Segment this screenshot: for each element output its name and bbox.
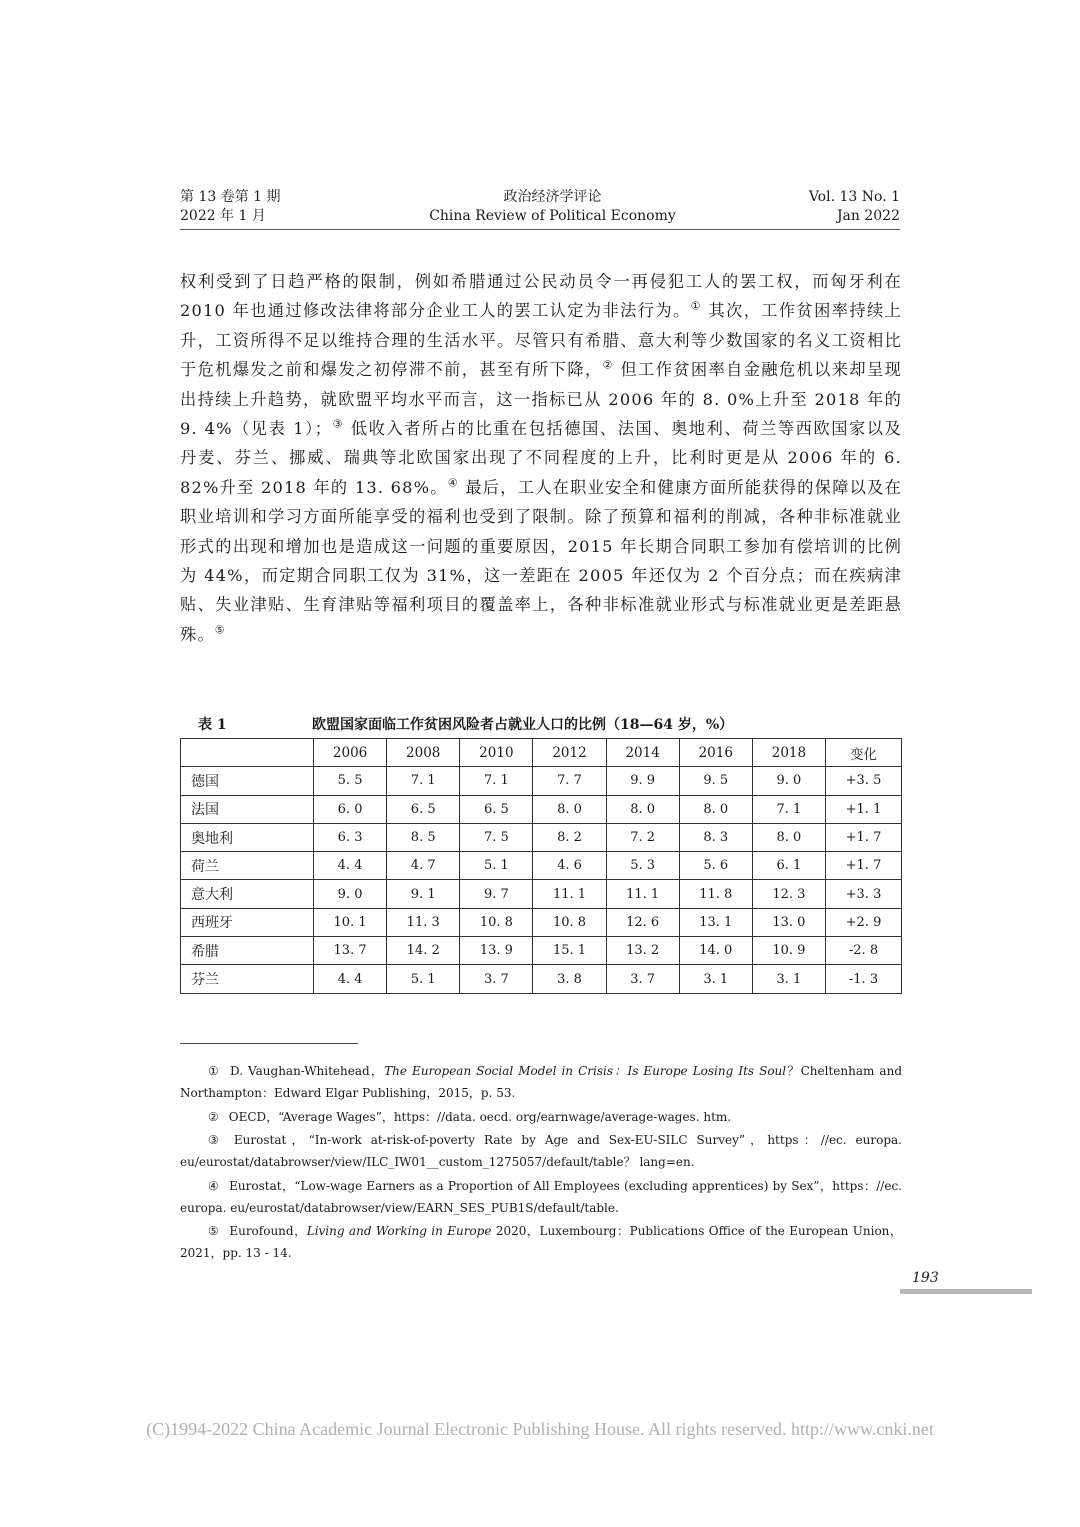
footnote-ref[interactable]: ② bbox=[602, 358, 614, 372]
country-cell: 芬兰 bbox=[181, 965, 314, 993]
value-cell: 3. 7 bbox=[460, 965, 533, 993]
value-cell: 6. 0 bbox=[314, 795, 387, 823]
volume-issue: 第 13 卷第 1 期 bbox=[180, 189, 281, 205]
value-cell: 5. 3 bbox=[606, 852, 679, 880]
footnotes bbox=[180, 1060, 902, 1266]
value-cell: 10. 8 bbox=[460, 908, 533, 936]
value-cell: +3. 5 bbox=[825, 767, 901, 795]
footnote-text: D. Vaughan-Whitehead， bbox=[230, 1064, 385, 1078]
value-cell: 4. 4 bbox=[314, 965, 387, 993]
issue-date: 2022 年 1 月 bbox=[180, 208, 266, 224]
footnote-mark: ⑤ bbox=[208, 1224, 220, 1238]
value-cell: 8. 0 bbox=[752, 823, 825, 851]
value-cell: 4. 4 bbox=[314, 852, 387, 880]
journal-name-en: China Review of Political Economy bbox=[429, 208, 676, 224]
footnote-rule bbox=[180, 1043, 358, 1044]
table-column-header: 2010 bbox=[460, 739, 533, 767]
value-cell: 9. 9 bbox=[606, 767, 679, 795]
data-table bbox=[180, 738, 902, 994]
page-number-bar bbox=[900, 1289, 1032, 1294]
value-cell: 8. 5 bbox=[387, 823, 460, 851]
value-cell: 3. 7 bbox=[606, 965, 679, 993]
table-row bbox=[181, 880, 902, 908]
value-cell: +2. 9 bbox=[825, 908, 901, 936]
footnote-text: 2020，Luxembourg：Publications Office of the European Union，2021，pp. 13 - 14. bbox=[180, 1224, 902, 1260]
value-cell: 12. 3 bbox=[752, 880, 825, 908]
footnote bbox=[180, 1060, 902, 1104]
value-cell: 11. 1 bbox=[533, 880, 606, 908]
country-cell: 德国 bbox=[181, 767, 314, 795]
table-row bbox=[181, 795, 902, 823]
value-cell: 13. 2 bbox=[606, 937, 679, 965]
text-run: 低收入者所占的比重在包括德国、法国、奥地利、荷兰等西欧国家以及丹麦、芬兰、挪威、瑞典等北欧国家出现了不同程度的上升，比利时更是从 2006 年的 6. 82%升至 2018 年的 13. 68%。 bbox=[180, 419, 903, 497]
header-rule bbox=[180, 229, 900, 230]
value-cell: 11. 8 bbox=[679, 880, 752, 908]
value-cell: 11. 3 bbox=[387, 908, 460, 936]
value-cell: 9. 0 bbox=[752, 767, 825, 795]
country-cell: 荷兰 bbox=[181, 852, 314, 880]
table-column-header: 变化 bbox=[825, 739, 901, 767]
table-row bbox=[181, 965, 902, 993]
value-cell: 12. 6 bbox=[606, 908, 679, 936]
footnote-mark: ③ bbox=[208, 1133, 224, 1147]
issue-date-en: Jan 2022 bbox=[836, 208, 900, 224]
value-cell: 13. 9 bbox=[460, 937, 533, 965]
value-cell: 10. 8 bbox=[533, 908, 606, 936]
journal-name-cn: 政治经济学评论 bbox=[503, 189, 602, 205]
table-row bbox=[181, 937, 902, 965]
footnote-mark: ④ bbox=[208, 1178, 220, 1193]
country-cell: 奥地利 bbox=[181, 823, 314, 851]
value-cell: 3. 1 bbox=[679, 965, 752, 993]
table-corner-cell bbox=[181, 739, 314, 767]
value-cell: 11. 1 bbox=[606, 880, 679, 908]
value-cell: 7. 1 bbox=[387, 767, 460, 795]
value-cell: 10. 9 bbox=[752, 937, 825, 965]
value-cell: 4. 7 bbox=[387, 852, 460, 880]
volume-number-en: Vol. 13 No. 1 bbox=[808, 189, 900, 205]
table-body bbox=[181, 767, 902, 993]
footnote bbox=[180, 1175, 902, 1219]
value-cell: 6. 5 bbox=[460, 795, 533, 823]
footnote-text: Eurostat，“In-work at-risk-of-poverty Rate by Age and Sex-EU-SILC Survey”，https：//ec. europa. eu/eurostat/databrowser/view/ILC_IW01__custom_1275057/default/table？ lang=en. bbox=[180, 1133, 902, 1169]
country-cell: 西班牙 bbox=[181, 908, 314, 936]
value-cell: 8. 3 bbox=[679, 823, 752, 851]
table-column-header: 2012 bbox=[533, 739, 606, 767]
value-cell: 8. 2 bbox=[533, 823, 606, 851]
footnote-text: ？Cheltenham and Northampton：Edward Elgar Publishing，2015，p. 53. bbox=[180, 1064, 902, 1100]
footnote-mark: ② bbox=[208, 1109, 219, 1124]
text-run: 但工作贫困率自金融危机以来却呈现出持续上升趋势，就欧盟平均水平而言，这一指标已从 2006 年的 8. 0%上升至 2018 年的 9. 4%（见表 1）； bbox=[180, 360, 903, 439]
table-row bbox=[181, 823, 902, 851]
running-header-left bbox=[180, 188, 281, 226]
footnote bbox=[180, 1106, 902, 1128]
value-cell: 14. 0 bbox=[679, 937, 752, 965]
value-cell: +3. 3 bbox=[825, 880, 901, 908]
value-cell: 6. 3 bbox=[314, 823, 387, 851]
value-cell: 6. 1 bbox=[752, 852, 825, 880]
value-cell: 6. 5 bbox=[387, 795, 460, 823]
value-cell: 10. 1 bbox=[314, 908, 387, 936]
text-run: 权利受到了日趋严格的限制，例如希腊通过公民动员令一再侵犯工人的罢工权，而匈牙利在 2010 年也通过修改法律将部分企业工人的罢工认定为非法行为。 bbox=[180, 272, 902, 321]
footnote-title: Living and Working in Europe bbox=[306, 1224, 492, 1238]
footnote-text: OECD，“Average Wages”，https：//data. oecd. org/earnwage/average-wages. htm. bbox=[228, 1109, 732, 1124]
value-cell: 13. 1 bbox=[679, 908, 752, 936]
value-cell: 7. 7 bbox=[533, 767, 606, 795]
table-column-header: 2008 bbox=[387, 739, 460, 767]
value-cell: -2. 8 bbox=[825, 937, 901, 965]
value-cell: 7. 5 bbox=[460, 823, 533, 851]
page-number: 193 bbox=[912, 1270, 939, 1286]
country-cell: 法国 bbox=[181, 795, 314, 823]
table-header-row bbox=[181, 739, 902, 767]
running-header-center bbox=[400, 188, 705, 226]
table-column-header: 2006 bbox=[314, 739, 387, 767]
value-cell: 9. 5 bbox=[679, 767, 752, 795]
value-cell: 7. 1 bbox=[752, 795, 825, 823]
value-cell: 3. 1 bbox=[752, 965, 825, 993]
body-paragraph bbox=[180, 267, 902, 649]
value-cell: 4. 6 bbox=[533, 852, 606, 880]
value-cell: 14. 2 bbox=[387, 937, 460, 965]
value-cell: 8. 0 bbox=[606, 795, 679, 823]
table-column-header: 2014 bbox=[606, 739, 679, 767]
value-cell: 8. 0 bbox=[533, 795, 606, 823]
table-row bbox=[181, 908, 902, 936]
table-title: 欧盟国家面临工作贫困风险者占就业人口的比例（18—64 岁，%） bbox=[312, 717, 734, 733]
table-column-header: 2018 bbox=[752, 739, 825, 767]
value-cell: 13. 7 bbox=[314, 937, 387, 965]
copyright-notice: (C)1994-2022 China Academic Journal Electronic Publishing House. All rights reserved. http://www.cnki.net bbox=[146, 1419, 934, 1439]
table-number: 表 1 bbox=[198, 717, 227, 733]
value-cell: 9. 0 bbox=[314, 880, 387, 908]
value-cell: 9. 1 bbox=[387, 880, 460, 908]
value-cell: 8. 0 bbox=[679, 795, 752, 823]
country-cell: 希腊 bbox=[181, 937, 314, 965]
footnote-text: Eurostat，“Low-wage Earners as a Proportion of All Employees (excluding apprentices) by Sex”，https：//ec. europa. eu/eurostat/databrowser/view/EARN_SES_PUB1S/default/table. bbox=[180, 1178, 902, 1215]
footnote-text: Eurofound， bbox=[229, 1224, 307, 1238]
footnote-ref[interactable]: ④ bbox=[447, 476, 459, 490]
value-cell: +1. 7 bbox=[825, 823, 901, 851]
table-column-header: 2016 bbox=[679, 739, 752, 767]
footnote bbox=[180, 1129, 902, 1173]
value-cell: 5. 5 bbox=[314, 767, 387, 795]
running-header-right bbox=[809, 188, 900, 226]
country-cell: 意大利 bbox=[181, 880, 314, 908]
value-cell: 5. 1 bbox=[460, 852, 533, 880]
text-run: 最后，工人在职业安全和健康方面所能获得的保障以及在职业培训和学习方面所能享受的福利也受到了限制。除了预算和福利的削减，各种非标准就业形式的出现和增加也是造成这一问题的重要原因，2015 年长期合同职工参加有偿培训的比例为 44%，而定期合同职工仅为 31%，这一差距在 2005 年还仅为 2 个百分点；而在疾病津贴、失业津贴、生育津贴等福利项目的覆盖率上，各种非标准就业形式与标准就业更是差距悬殊。 bbox=[180, 477, 903, 644]
table-row bbox=[181, 852, 902, 880]
footnote bbox=[180, 1220, 902, 1264]
footnote-title: The European Social Model in Crisis：Is Europe Losing Its Soul bbox=[384, 1064, 787, 1078]
value-cell: 7. 2 bbox=[606, 823, 679, 851]
table-row bbox=[181, 767, 902, 795]
value-cell: 7. 1 bbox=[460, 767, 533, 795]
value-cell: 13. 0 bbox=[752, 908, 825, 936]
value-cell: +1. 7 bbox=[825, 852, 901, 880]
footnote-ref[interactable]: ③ bbox=[332, 417, 345, 431]
footnote-ref[interactable]: ⑤ bbox=[214, 623, 226, 637]
value-cell: 5. 6 bbox=[679, 852, 752, 880]
value-cell: 3. 8 bbox=[533, 965, 606, 993]
value-cell: 15. 1 bbox=[533, 937, 606, 965]
value-cell: 5. 1 bbox=[387, 965, 460, 993]
text-run: 其次，工作贫困率持续上升，工资所得不足以维持合理的生活水平。尽管只有希腊、意大利等少数国家的名义工资相比于危机爆发之前和爆发之初停滞不前，甚至有所下降， bbox=[180, 301, 903, 380]
value-cell: +1. 1 bbox=[825, 795, 901, 823]
footnote-mark: ① bbox=[208, 1064, 220, 1078]
footnote-ref[interactable]: ① bbox=[690, 300, 702, 314]
value-cell: 9. 7 bbox=[460, 880, 533, 908]
value-cell: -1. 3 bbox=[825, 965, 901, 993]
